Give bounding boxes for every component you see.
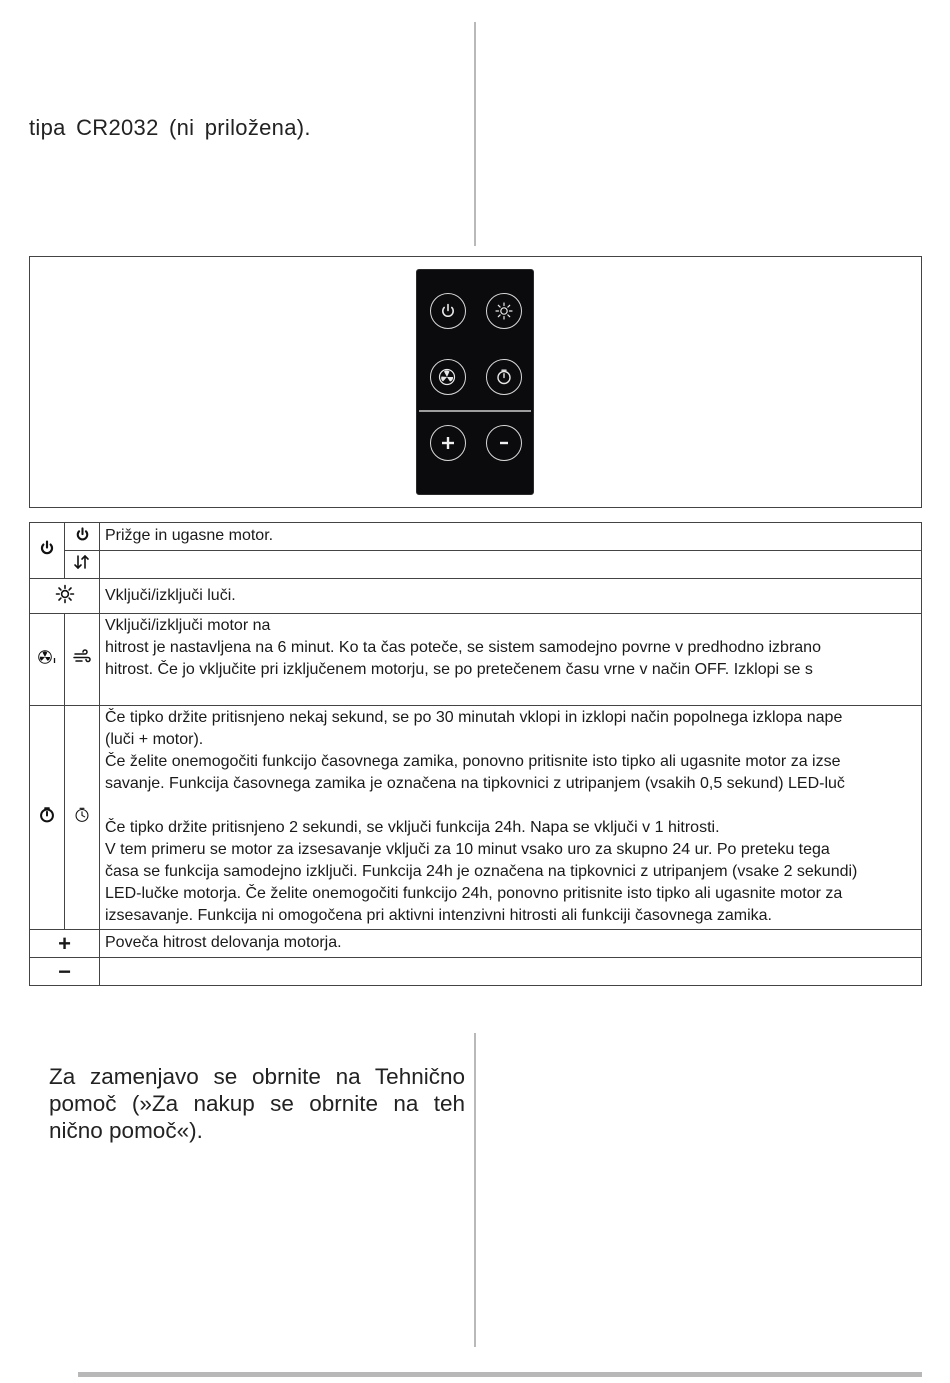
- replacement-note: Za zamenjavo se obrnite na Tehnično pomoč (»Za nakup se obrnite na teh nično pomoč«).: [49, 1064, 465, 1143]
- direction-symbol-cell: [65, 551, 100, 579]
- timer-description: [100, 706, 922, 930]
- up-down-arrows-icon: [73, 554, 91, 570]
- minus-symbol-cell: [30, 958, 100, 986]
- fan-line: hitrost je nastavljena na 6 minut. Ko ta čas poteče, se sistem samodejno povrne v predhodno izbrano: [105, 639, 821, 656]
- plus-icon: +: [58, 930, 71, 956]
- remote-divider-line: [419, 410, 531, 412]
- key-function-table: [29, 522, 922, 986]
- remote-light-button: [486, 293, 522, 329]
- remote-power-button: [430, 293, 466, 329]
- footer-bar: [78, 1372, 922, 1377]
- column-divider-top: [474, 22, 476, 246]
- minus-icon: −: [58, 958, 71, 984]
- fan-description: [100, 614, 922, 706]
- table-row-power-sub: [30, 551, 922, 579]
- timer-icon: [38, 806, 56, 824]
- fan-line-spacer: [105, 681, 917, 703]
- timer-line-spacer: [105, 795, 917, 817]
- timer-24h-key-cell: [65, 706, 100, 930]
- battery-type-text: tipa CR2032 (ni priložena).: [29, 115, 311, 140]
- timer-line: Če želite onemogočiti funkcijo časovnega zamika, ponovno pritisnite isto tipko ali ugasnite motor za izse: [105, 753, 841, 770]
- table-row-minus: [30, 958, 922, 986]
- minus-description: [100, 958, 922, 986]
- power-key-cell: [30, 523, 65, 579]
- light-icon: [55, 584, 75, 604]
- remote-plus-button: [430, 425, 466, 461]
- timer-line: (luči + motor).: [105, 731, 204, 748]
- table-row-timer: [30, 706, 922, 930]
- timer-line: savanje. Funkcija časovnega zamika je označena na tipkovnici z utripanjem (vsakih 0,5 sekund) LED-luč: [105, 775, 845, 792]
- air-flow-icon: [72, 649, 92, 665]
- table-row-power: [30, 523, 922, 551]
- timer-line: časa se funkcija samodejno izključi. Funkcija 24h je označena na tipkovnici z utripanjem (vsake 2 sekundi): [105, 863, 858, 880]
- plus-description: Poveča hitrost delovanja motorja.: [100, 930, 922, 958]
- table-row-plus: [30, 930, 922, 958]
- power-symbol-cell: [65, 523, 100, 551]
- intensive-key-cell: [65, 614, 100, 706]
- timer-line: LED-lučke motorja. Če želite onemogočiti funkcijo 24h, ponovno pritisnite isto tipko ali ugasnite motor za: [105, 885, 843, 902]
- table-row-light: [30, 579, 922, 614]
- light-symbol-cell: [30, 579, 100, 614]
- clock-icon: [73, 806, 91, 824]
- light-icon: [494, 301, 514, 321]
- timer-line: Če tipko držite pritisnjeno nekaj sekund, se po 30 minutah vklopi in izklopi način popolnega izklopa nape: [105, 709, 843, 726]
- timer-line: V tem primeru se motor za izsesavanje vključi za 10 minut vsako uro za skupno 24 ur. Po preteku tega: [105, 841, 830, 858]
- timer-line: izsesavanje. Funkcija ni omogočena pri aktivni intenzivni hitrosti ali funkciji časovnega zamika.: [105, 907, 772, 924]
- plus-icon: [438, 433, 458, 453]
- table-row-fan: [30, 614, 922, 706]
- power-icon: [438, 301, 458, 321]
- light-description: Vključi/izključi luči.: [100, 579, 922, 614]
- timer-line: Če tipko držite pritisnjeno 2 sekundi, se vključi funkcija 24h. Napa se vključi v 1 hitrosti.: [105, 819, 720, 836]
- power-description: Prižge in ugasne motor.: [100, 523, 922, 551]
- timer-icon: [494, 367, 514, 387]
- fan-line: Vključi/izključi motor na: [105, 617, 271, 634]
- remote-fan-button: [430, 359, 466, 395]
- power-icon: [74, 526, 91, 543]
- power-icon: [38, 539, 56, 557]
- direction-description: [100, 551, 922, 579]
- remote-control: [416, 269, 534, 495]
- fan-key-cell: [30, 614, 65, 706]
- remote-timer-button: [486, 359, 522, 395]
- fan-line: hitrost. Če jo vključite pri izključenem motorju, se po pretečenem času vrne v način OFF. Izklopi se s: [105, 661, 813, 678]
- remote-minus-button: [486, 425, 522, 461]
- minus-icon: [494, 433, 514, 453]
- plus-symbol-cell: [30, 930, 100, 958]
- column-divider-bottom: [474, 1033, 476, 1347]
- fan-icon: [437, 366, 459, 388]
- timer-key-cell: [30, 706, 65, 930]
- fan-speed-icon: [37, 649, 57, 665]
